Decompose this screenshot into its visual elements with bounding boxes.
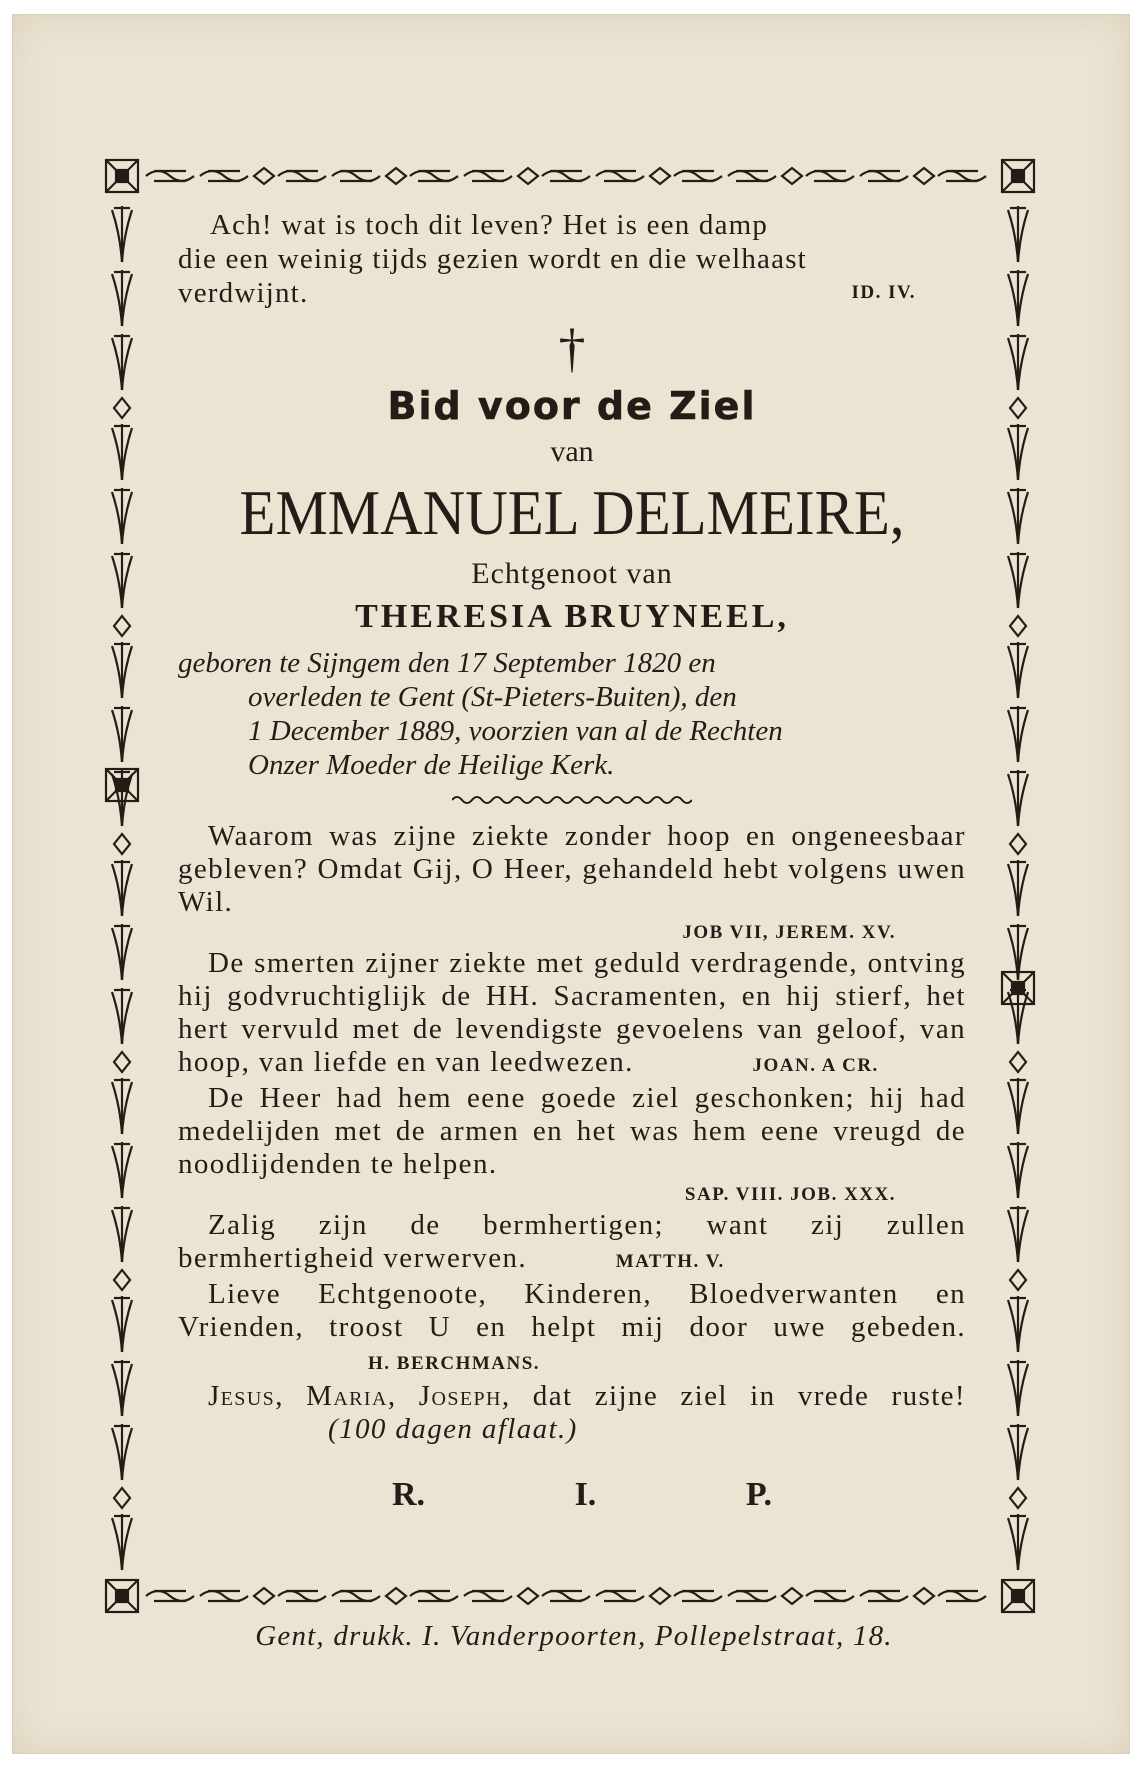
epigraph (178, 208, 966, 310)
bio-line-2: overleden te Gent (St-Pieters-Buiten), den (248, 681, 737, 713)
bio-line-3: 1 December 1889, voorzien van al de Rechten (248, 715, 783, 747)
epigraph-line-2: die een weinig tijds gezien wordt en die welhaast (178, 243, 807, 275)
verses (178, 820, 966, 1446)
van-label: van (550, 435, 594, 468)
wavy-divider (178, 792, 966, 808)
epigraph-line-1: Ach! wat is toch dit leven? Het is een damp (210, 209, 769, 241)
card-content (178, 208, 966, 1514)
biography (178, 646, 966, 782)
verse-3-reference: SAP. VIII. JOB. XXX. (684, 1184, 896, 1205)
verse-5 (178, 1278, 966, 1380)
verse-6-text: dat zijne ziel in vrede ruste! (532, 1380, 966, 1412)
rip-letter-i: I. (574, 1476, 597, 1513)
spouse-name: THERESIA BRUYNEEL, (355, 598, 789, 635)
verse-5-text: Lieve Echtgenoote, Kinderen, Bloedverwanten en Vrienden, troost U en helpt mij door uwe gebeden. (178, 1278, 966, 1343)
rip-letter-p: P. (745, 1476, 772, 1513)
verse-1-reference: JOB VII, JEREM. XV. (682, 922, 896, 943)
verse-2-reference: JOAN. A CR. (752, 1055, 879, 1076)
verse-4-text: Zalig zijn de bermhertigen; want zij zullen bermhertigheid verwerven. (178, 1209, 966, 1274)
verse-4-reference: MATTH. V. (615, 1251, 725, 1272)
rip-letter-r: R. (392, 1476, 426, 1513)
bio-line-4: Onzer Moeder de Heilige Kerk. (248, 749, 615, 781)
verse-4 (178, 1209, 966, 1278)
deceased-name: EMMANUEL DELMEIRE, (239, 477, 905, 548)
verse-3: De Heer had hem eene goede ziel geschonken; hij had medelijden met de armen en het was hem eene vreugd de noodlijdenden te helpen. (178, 1082, 966, 1180)
epigraph-line-3: verdwijnt. (178, 277, 309, 309)
verse-6 (178, 1380, 966, 1446)
prayer-heading: Bid voor de Ziel (387, 384, 757, 428)
printer-imprint: Gent, drukk. I. Vanderpoorten, Pollepelstraat, 18. (255, 1620, 893, 1652)
epigraph-reference: ID. IV. (851, 282, 916, 303)
indulgence-note: (100 dagen aflaat.) (328, 1413, 578, 1445)
verse-1: Waarom was zijne ziekte zonder hoop en ongeneesbaar gebleven? Omdat Gij, O Heer, gehandeld hebt volgens uwen Wil. (178, 820, 966, 918)
spouse-intro: Echtgenoot van (471, 557, 673, 590)
holy-names: Jesus, Maria, Joseph, (208, 1380, 511, 1412)
verse-2-text: De smerten zijner ziekte met geduld verdragende, ontving hij godvruchtiglijk de HH. Sacramenten, en hij stierf, het hert vervuld met de levendigste gevoelens van geloof, van hoop, van liefde en van leedwezen. (178, 947, 966, 1078)
rip-letters (372, 1476, 772, 1514)
bio-line-1: geboren te Sijngem den 17 September 1820 en (178, 647, 716, 679)
verse-5-reference: H. BERCHMANS. (368, 1353, 541, 1374)
cross-icon: † (558, 318, 586, 378)
verse-2 (178, 947, 966, 1082)
